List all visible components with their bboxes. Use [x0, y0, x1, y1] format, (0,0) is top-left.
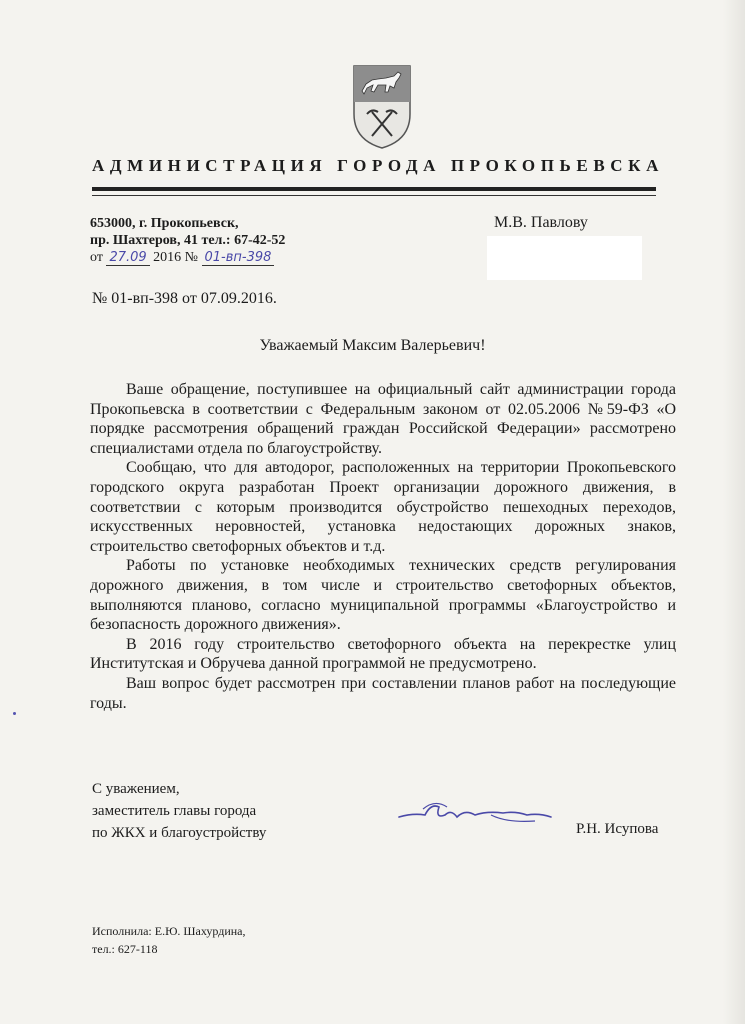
body-paragraph: Работы по установке необходимых технических средств регулирования дорожного движения, в том числе и строительство светофорных объектов, выполняются планово, согласно муниципальной программы «Благоустройство и безопасность дорожного движения». — [90, 557, 676, 634]
header-rule-thick — [92, 187, 656, 191]
coat-of-arms-icon — [352, 64, 412, 150]
signer-department: по ЖКХ и благоустройству — [92, 825, 267, 841]
closing-block — [92, 778, 266, 844]
body-paragraph: Сообщаю, что для автодорог, расположенных на территории Прокопьевского городского округа разработан Проект организации дорожного движения, в соответствии с которым производится обустройство пешеходных переходов, искусственных неровностей, установка недостающих дорожных знаков, строительство светофорных объектов и т.д. — [90, 459, 676, 555]
handwritten-signature — [395, 795, 555, 835]
outgoing-date-number — [90, 250, 274, 266]
recipient-name: М.В. Павлову — [494, 214, 588, 231]
letter-body — [90, 380, 676, 713]
organization-title: АДМИНИСТРАЦИЯ ГОРОДА ПРОКОПЬЕВСКА — [92, 156, 664, 175]
handwritten-date: 27.09 — [106, 250, 149, 266]
body-paragraph: В 2016 году строительство светофорного объекта на перекрестке улиц Институтская и Обручева данной программой не предусмотрено. — [90, 635, 676, 673]
body-paragraph: Ваш вопрос будет рассмотрен при составлении планов работ на последующие годы. — [90, 674, 676, 712]
handwritten-number: 01-вп-398 — [202, 250, 275, 266]
sender-address-line2: пр. Шахтеров, 41 тел.: 67-42-52 — [90, 233, 286, 248]
executor-phone: тел.: 627-118 — [92, 942, 158, 956]
date-year: 2016 № — [153, 250, 199, 265]
signer-position: заместитель главы города — [92, 803, 257, 819]
reference-number: № 01-вп-398 от 07.09.2016. — [92, 290, 277, 307]
scan-edge — [723, 0, 745, 1024]
greeting: Уважаемый Максим Валерьевич! — [259, 337, 486, 354]
date-prefix: от — [90, 250, 103, 265]
executor-block — [92, 922, 246, 958]
ink-dot — [13, 712, 16, 715]
body-paragraph: Ваше обращение, поступившее на официальный сайт администрации города Прокопьевска в соответствии с Федеральным законом от 02.05.2006 №59-ФЗ «О порядке рассмотрения обращений граждан Российской Федерации» рассмотрено специалистами отдела по благоустройству. — [90, 381, 676, 457]
header-rule-thin — [92, 195, 656, 196]
closing-regards: С уважением, — [92, 781, 180, 797]
redacted-address-block — [487, 236, 642, 280]
sender-address-line1: 653000, г. Прокопьевск, — [90, 216, 239, 231]
signer-name: Р.Н. Исупова — [576, 821, 659, 837]
executor-name: Исполнила: Е.Ю. Шахурдина, — [92, 924, 246, 938]
